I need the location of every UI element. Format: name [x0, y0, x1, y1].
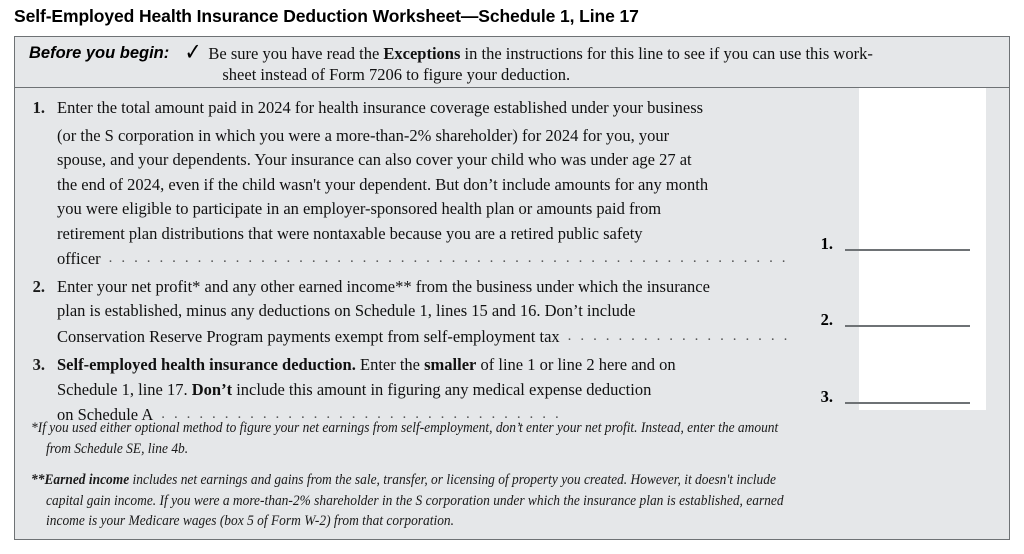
line-1-text-row-2: (or the S corporation in which you were a more-than-2% shareholder) for 2024 for you, your	[57, 125, 670, 145]
footnote-1-row-2: from Schedule SE, line 4b.	[46, 440, 189, 457]
worksheet-line-3	[15, 353, 1009, 428]
footnote-2-row-3: income is your Medicare wages (box 5 of Form W-2) from that corporation.	[46, 513, 455, 529]
line-1-entry-number: 1.	[820, 234, 833, 253]
footnote-1-row-1: *If you used either optional method to figure your net earnings from self-employment, don’t enter your net profit. Instead, enter the amount	[31, 420, 779, 436]
footnote-2-marker: **	[31, 472, 45, 488]
line-3-row1-mid: Enter the	[355, 355, 425, 374]
worksheet-body	[15, 88, 1009, 539]
footnote-single-asterisk	[31, 418, 933, 459]
line-3-entry-number: 3.	[820, 387, 833, 406]
line-2-dot-leader: . . . . . . . . . . . . . . . . . .	[567, 327, 790, 344]
numbered-items	[15, 88, 1009, 428]
line-3-row3-label: on Schedule A	[57, 405, 154, 424]
footnotes	[15, 418, 1009, 543]
before-you-begin-line1-b: in the instructions for this line to see if you can use this work-	[460, 44, 873, 63]
worksheet-line-1	[15, 96, 1009, 272]
line-1-number: 1.	[32, 98, 45, 117]
before-you-begin-line2: sheet instead of Form 7206 to figure your deduction.	[222, 65, 571, 84]
line-3-row2-a: Schedule 1, line 17.	[57, 379, 192, 399]
line-2-text-row-2: plan is established, minus any deductions on Schedule 1, lines 15 and 16. Don’t include	[57, 301, 636, 320]
footnote-2-row-1-rest: includes net earnings and gains from the sale, transfer, or licensing of property you created. However, it doesn't include	[129, 472, 776, 488]
line-3-text-row-1	[57, 353, 827, 378]
line-3-text-row-2	[57, 378, 827, 403]
footnote-double-asterisk	[31, 470, 933, 532]
line-3-row1-end: of line 1 or line 2 here and on	[476, 355, 676, 374]
line-1-text-row-1: Enter the total amount paid in 2024 for health insurance coverage established under your business	[57, 98, 704, 117]
line-1-text-row-7	[57, 246, 827, 272]
before-you-begin-label: Before you begin:	[29, 44, 170, 62]
line-1-text-row-3: spouse, and your dependents. Your insurance can also cover your child who was under age 27 at	[57, 150, 692, 169]
footnote-2-row-1	[31, 470, 933, 491]
line-2-number: 2.	[32, 276, 45, 296]
line-3-dont-emphasis: Don’t	[191, 379, 233, 399]
before-you-begin-exceptions: Exceptions	[383, 44, 461, 63]
line-1-dot-leader: . . . . . . . . . . . . . . . . . . . . . . . . . . . . . . . . . . . . . . . . . . . . . . . . . . . . . .	[108, 250, 789, 266]
line-3-number: 3.	[32, 355, 45, 374]
line-1-text-row-5: you were eligible to participate in an employer-sponsored health plan or amounts paid from	[57, 199, 662, 218]
line-3-heading: Self-employed health insurance deduction.	[57, 355, 356, 374]
before-you-begin-line1-a: Be sure you have read the	[208, 44, 384, 63]
line-1-text-row-7-label: officer	[57, 249, 101, 268]
line-3-row2-b: include this amount in figuring any medical expense deduction	[232, 379, 652, 399]
line-2-text-row-3	[57, 324, 827, 350]
before-you-begin-text	[208, 43, 872, 85]
line-2-text-row-3-label: Conservation Reserve Program payments exempt from self-employment tax	[57, 326, 560, 346]
line-2-text-row-1: Enter your net profit* and any other earned income** from the business under which the insurance	[57, 276, 710, 296]
line-3-dot-leader: . . . . . . . . . . . . . . . . . . . . . . . . . . . . . . . .	[161, 406, 562, 422]
line-1-text-row-4: the end of 2024, even if the child wasn't your dependent. But don’t include amounts for any month	[57, 174, 709, 194]
line-1-text-row-6: retirement plan distributions that were nontaxable because you are a retired public safety	[57, 223, 643, 243]
line-2-text	[45, 275, 827, 350]
line-3-smaller-emphasis: smaller	[424, 355, 477, 374]
line-2-entry-number: 2.	[820, 310, 833, 329]
line-1-text	[45, 96, 827, 272]
check-mark-icon: ✓	[184, 38, 202, 66]
footnote-2-row-2: capital gain income. If you were a more-than-2% shareholder in the S corporation under which the insurance plan is established, earned	[46, 492, 784, 509]
before-you-begin-band	[15, 37, 1009, 88]
line-3-text	[45, 353, 827, 428]
worksheet-form-box	[14, 36, 1010, 540]
footnote-2-term: Earned income	[44, 472, 130, 488]
worksheet-line-2	[15, 275, 1009, 350]
page-title: Self-Employed Health Insurance Deduction Worksheet—Schedule 1, Line 17	[14, 6, 639, 26]
